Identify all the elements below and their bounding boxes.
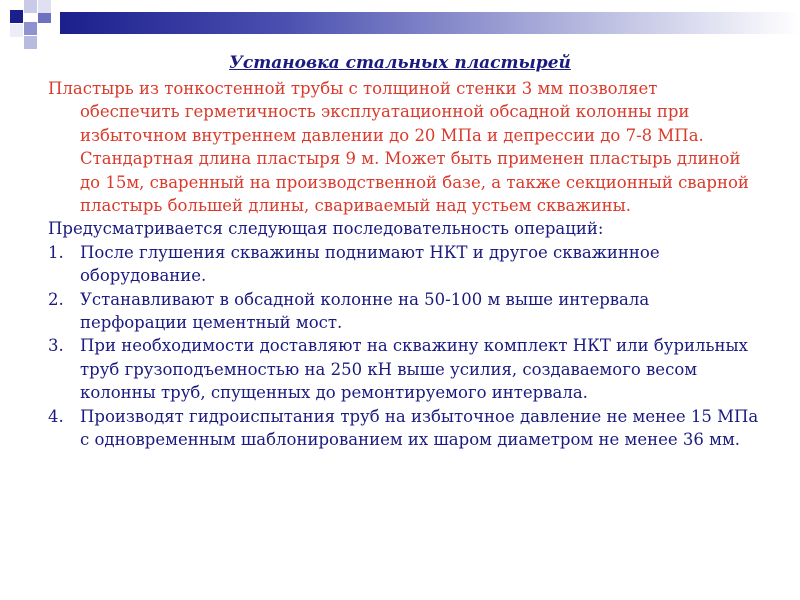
slide-title: Установка стальных пластырей	[229, 53, 571, 73]
step-number: 3.	[48, 336, 64, 356]
step-text: Производят гидроиспытания труб на избыточное давление не менее 15 МПа с одновременным шаблонированием их шаром диаметром не менее 36 мм.	[80, 406, 759, 450]
header-decoration-square	[24, 0, 37, 13]
step-number: 1.	[48, 242, 64, 262]
header-decoration-square	[10, 24, 23, 37]
slide-body	[48, 77, 760, 452]
list-item	[48, 405, 760, 452]
list-item	[48, 288, 760, 335]
header-decoration-square	[24, 36, 37, 49]
step-number: 4.	[48, 406, 64, 426]
header-decoration-square	[38, 0, 51, 13]
list-item	[48, 334, 760, 404]
step-text: Устанавливают в обсадной колонне на 50-100 м выше интервала перфорации цементный мост.	[80, 289, 650, 333]
step-number: 2.	[48, 289, 64, 309]
header-decoration-square	[10, 10, 23, 23]
steps-lead-text: Предусматривается следующая последовательность операций:	[48, 219, 604, 239]
step-text: При необходимости доставляют на скважину комплект НКТ или бурильных труб грузоподъемностью на 250 кН выше усилия, создаваемого весом колонны труб, спущенных до ремонтируемого интервала.	[80, 336, 748, 403]
header-decoration-square	[24, 22, 37, 35]
step-text: После глушения скважины поднимают НКТ и другое скважинное оборудование.	[80, 242, 660, 286]
intro-paragraph: Пластырь из тонкостенной трубы с толщиной стенки 3 мм позволяет обеспечить герметичность эксплуатационной обсадной колонны при избыточном внутреннем давлении до 20 МПа и депрессии до 7-8 МПа. Стандартная длина пластыря 9 м. Может быть применен пластырь длиной до 15м, сваренный на производственной базе, а также секционный сварной пластырь большей длины, свариваемый над устьем скважины.	[48, 79, 749, 216]
header-gradient-bar	[60, 12, 800, 34]
list-item	[48, 241, 760, 288]
steps-list	[48, 241, 760, 452]
